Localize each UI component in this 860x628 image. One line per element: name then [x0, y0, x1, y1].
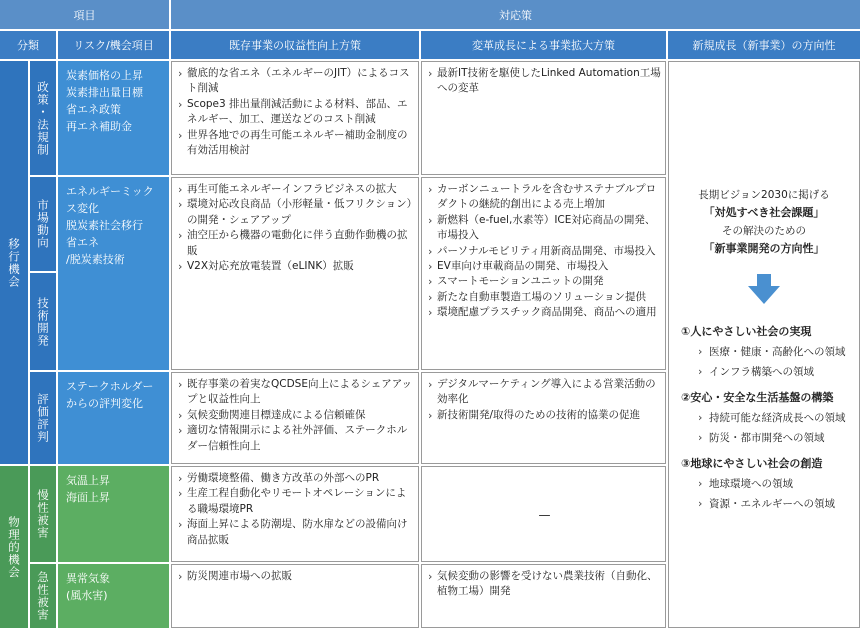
risk-list-market: [58, 177, 169, 370]
subcat-market: 市場動向: [30, 177, 56, 271]
existing-reputation: [171, 372, 419, 464]
list-item: › デジタルマーケティング導入による営業活動の効率化: [428, 377, 661, 408]
subcat-policy: 政策・法規制: [30, 61, 56, 175]
list-item: › 気候変動の影響を受けない農業技術（自動化、植物工場）開発: [428, 569, 661, 600]
risk-item: からの評判変化: [66, 397, 143, 410]
transform-acute: [421, 564, 666, 628]
list-item: › EV車向け車載商品の開発、市場投入: [428, 259, 661, 274]
header-item: 項目: [0, 0, 169, 29]
existing-acute: [171, 564, 419, 628]
list-item: › 海面上昇による防潮堤、防水扉などの設備向け商品拡販: [178, 517, 414, 548]
risk-list-policy: [58, 61, 169, 175]
subcat-acute: 急性被害: [30, 564, 56, 628]
new-business-direction: [668, 61, 860, 628]
risk-item: 気温上昇: [66, 474, 110, 487]
new-business-intro: [669, 186, 859, 258]
list-item: › 再生可能エネルギーインフラビジネスの拡大: [178, 182, 414, 197]
risk-item: 省エネ: [66, 236, 99, 249]
direction-sub: › 持続可能な経済成長への領域: [681, 408, 859, 428]
header-transform: 変革成長による事業拡大方策: [421, 31, 666, 59]
risk-item: 異常気象: [66, 572, 110, 585]
direction-sub: › 医療・健康・高齢化への領域: [681, 342, 859, 362]
existing-chronic: [171, 466, 419, 562]
risk-item: 再エネ補助金: [66, 120, 132, 133]
list-item: › スマートモーションユニットの開発: [428, 274, 661, 289]
subcat-reputation: 評価評判: [30, 372, 56, 464]
risk-item: ステークホルダー: [66, 380, 154, 393]
transform-policy: [421, 61, 666, 175]
direction-group-3: [681, 454, 859, 514]
intro-line: その解決のための: [722, 225, 806, 237]
direction-title: ②安心・安全な生活基盤の構築: [681, 391, 834, 404]
list-item: › V2X対応充放電装置（eLINK）拡販: [178, 259, 414, 274]
risk-item: 脱炭素社会移行: [66, 219, 143, 232]
list-item: › 最新IT技術を駆使したLinked Automation工場 への変革: [428, 66, 661, 97]
list-item: › 環境配慮プラスチック商品開発、商品への適用: [428, 305, 661, 320]
risk-item: 炭素排出量目標: [66, 86, 143, 99]
list-item: › カーボンニュートラルを含むサステナブルプロダクトの継続的創出による売上増加: [428, 182, 661, 213]
list-item: › 新燃料（e-fuel,水素等）ICE対応商品の開発、市場投入: [428, 213, 661, 244]
intro-line-bold: 「新事業開発の方向性」: [703, 242, 825, 255]
header-response: 対応策: [171, 0, 860, 29]
existing-market: [171, 177, 419, 370]
direction-sub: › 地球環境への領域: [681, 474, 859, 494]
intro-line: 長期ビジョン2030に掲げる: [698, 189, 830, 201]
header-category: 分類: [0, 31, 56, 59]
list-item: › 防災関連市場への拡販: [178, 569, 414, 584]
intro-line-bold: 「対処すべき社会課題」: [703, 206, 825, 219]
list-item: › 適切な情報開示による社外評価、ステークホルダー信頼性向上: [178, 423, 414, 454]
subcat-chronic: 慢性被害: [30, 466, 56, 562]
existing-policy: [171, 61, 419, 175]
list-item: › 新たな自動車製造工場のソリューション提供: [428, 290, 661, 305]
subcat-tech: 技術開発: [30, 273, 56, 370]
header-risk-item: リスク/機会項目: [58, 31, 169, 59]
risk-list-chronic: [58, 466, 169, 562]
risk-list-reputation: [58, 372, 169, 464]
header-existing: 既存事業の収益性向上方策: [171, 31, 419, 59]
list-item: › 新技術開発/取得のための技術的協業の促進: [428, 408, 661, 423]
direction-group-2: [681, 388, 859, 448]
down-arrow-icon: [746, 274, 782, 304]
direction-group-1: [681, 322, 859, 382]
group-physical: 物理的機会: [0, 466, 28, 628]
risk-item: 炭素価格の上昇: [66, 69, 143, 82]
transform-market: [421, 177, 666, 370]
list-item: › 環境対応改良商品（小形軽量・低フリクション）の開発・シェアアップ: [178, 197, 414, 228]
list-item: › 生産工程自動化やリモートオペレーションによる職場環境PR: [178, 486, 414, 517]
risk-item: エネルギーミックス変化: [66, 185, 154, 215]
list-item: › 労働環境整備、働き方改革の外部へのPR: [178, 471, 414, 486]
risk-item: /脱炭素技術: [66, 253, 125, 266]
transform-reputation: [421, 372, 666, 464]
list-item: › パーソナルモビリティ用新商品開発、市場投入: [428, 244, 661, 259]
list-item: › 気候変動関連目標達成による信頼確保: [178, 408, 414, 423]
transform-chronic: —: [421, 466, 666, 562]
direction-sub: › インフラ構築への領域: [681, 362, 859, 382]
risk-item: 海面上昇: [66, 491, 110, 504]
direction-sub: › 防災・都市開発への領域: [681, 428, 859, 448]
direction-title: ①人にやさしい社会の実現: [681, 325, 812, 338]
list-item: › Scope3 排出量削減活動による材料、部品、エネルギー、加工、運送などのコスト削減: [178, 97, 414, 128]
list-item: › 油空圧から機器の電動化に伴う直動作動機の拡販: [178, 228, 414, 259]
direction-sub: › 資源・エネルギーへの領域: [681, 494, 859, 514]
list-item: › 世界各地での再生可能エネルギー補助金制度の有効活用検討: [178, 128, 414, 159]
header-new: 新規成長（新事業）の方向性: [668, 31, 860, 59]
list-item: › 徹底的な省エネ（エネルギーのJIT）によるコスト削減: [178, 66, 414, 97]
risk-item: 省エネ政策: [66, 103, 121, 116]
risk-item: (風水害): [66, 589, 108, 602]
direction-title: ③地球にやさしい社会の創造: [681, 457, 823, 470]
risk-list-acute: [58, 564, 169, 628]
list-item: › 既存事業の着実なQCDSE向上によるシェアアップと収益性向上: [178, 377, 414, 408]
group-transition: 移行機会: [0, 61, 28, 464]
